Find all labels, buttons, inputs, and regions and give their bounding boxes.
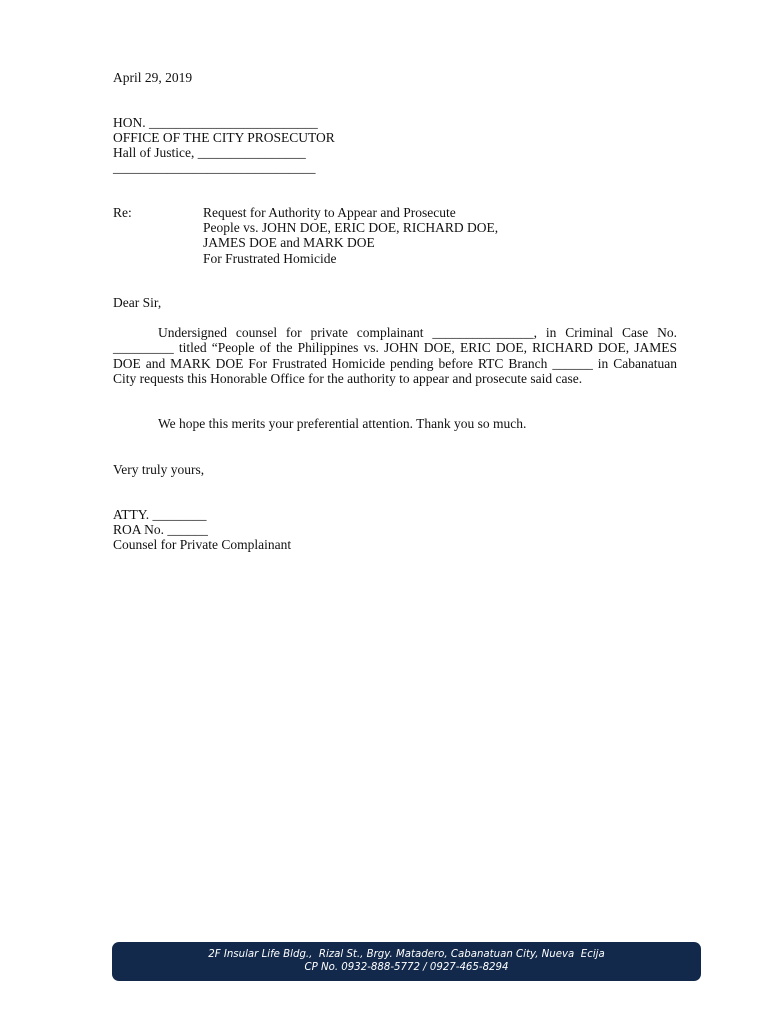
body-paragraph-2: We hope this merits your preferential attention. Thank you so much. <box>158 416 527 431</box>
re-line-3: JAMES DOE and MARK DOE <box>203 235 375 250</box>
re-label: Re: <box>113 205 132 220</box>
re-line-1: Request for Authority to Appear and Prosecute <box>203 205 456 220</box>
re-line-2: People vs. JOHN DOE, ERIC DOE, RICHARD DOE, <box>203 220 499 235</box>
addressee-line-1: HON. _________________________ <box>113 115 318 130</box>
body-paragraph-1: Undersigned counsel for private complainant _______________, in Criminal Case No. _________ titled “People of the Philippines vs. JOHN DOE, ERIC DOE, RICHARD DOE, JAMES DOE and MARK DOE For Frustrated Homicide pending before RTC Branch ______ in Cabanatuan City requests this Honorable Office for the authority to appear and prosecute said case. <box>113 325 677 386</box>
signature-line-1: ATTY. ________ <box>113 507 207 522</box>
addressee-line-3: Hall of Justice, ________________ <box>113 145 306 160</box>
addressee-line-4: ______________________________ <box>113 160 316 175</box>
salutation: Dear Sir, <box>113 295 162 310</box>
signature-line-3: Counsel for Private Complainant <box>113 537 292 552</box>
closing: Very truly yours, <box>113 462 205 477</box>
re-line-4: For Frustrated Homicide <box>203 251 337 266</box>
addressee-line-2: OFFICE OF THE CITY PROSECUTOR <box>113 130 335 145</box>
footer-band <box>112 942 701 981</box>
footer-contact: CP No. 0932-888-5772 / 0927-465-8294 <box>304 961 509 973</box>
signature-line-2: ROA No. ______ <box>113 522 208 537</box>
footer-address: 2F Insular Life Bldg., Rizal St., Brgy. Matadero, Cabanatuan City, Nueva Ecija <box>208 949 605 960</box>
letter-date: April 29, 2019 <box>113 70 193 85</box>
